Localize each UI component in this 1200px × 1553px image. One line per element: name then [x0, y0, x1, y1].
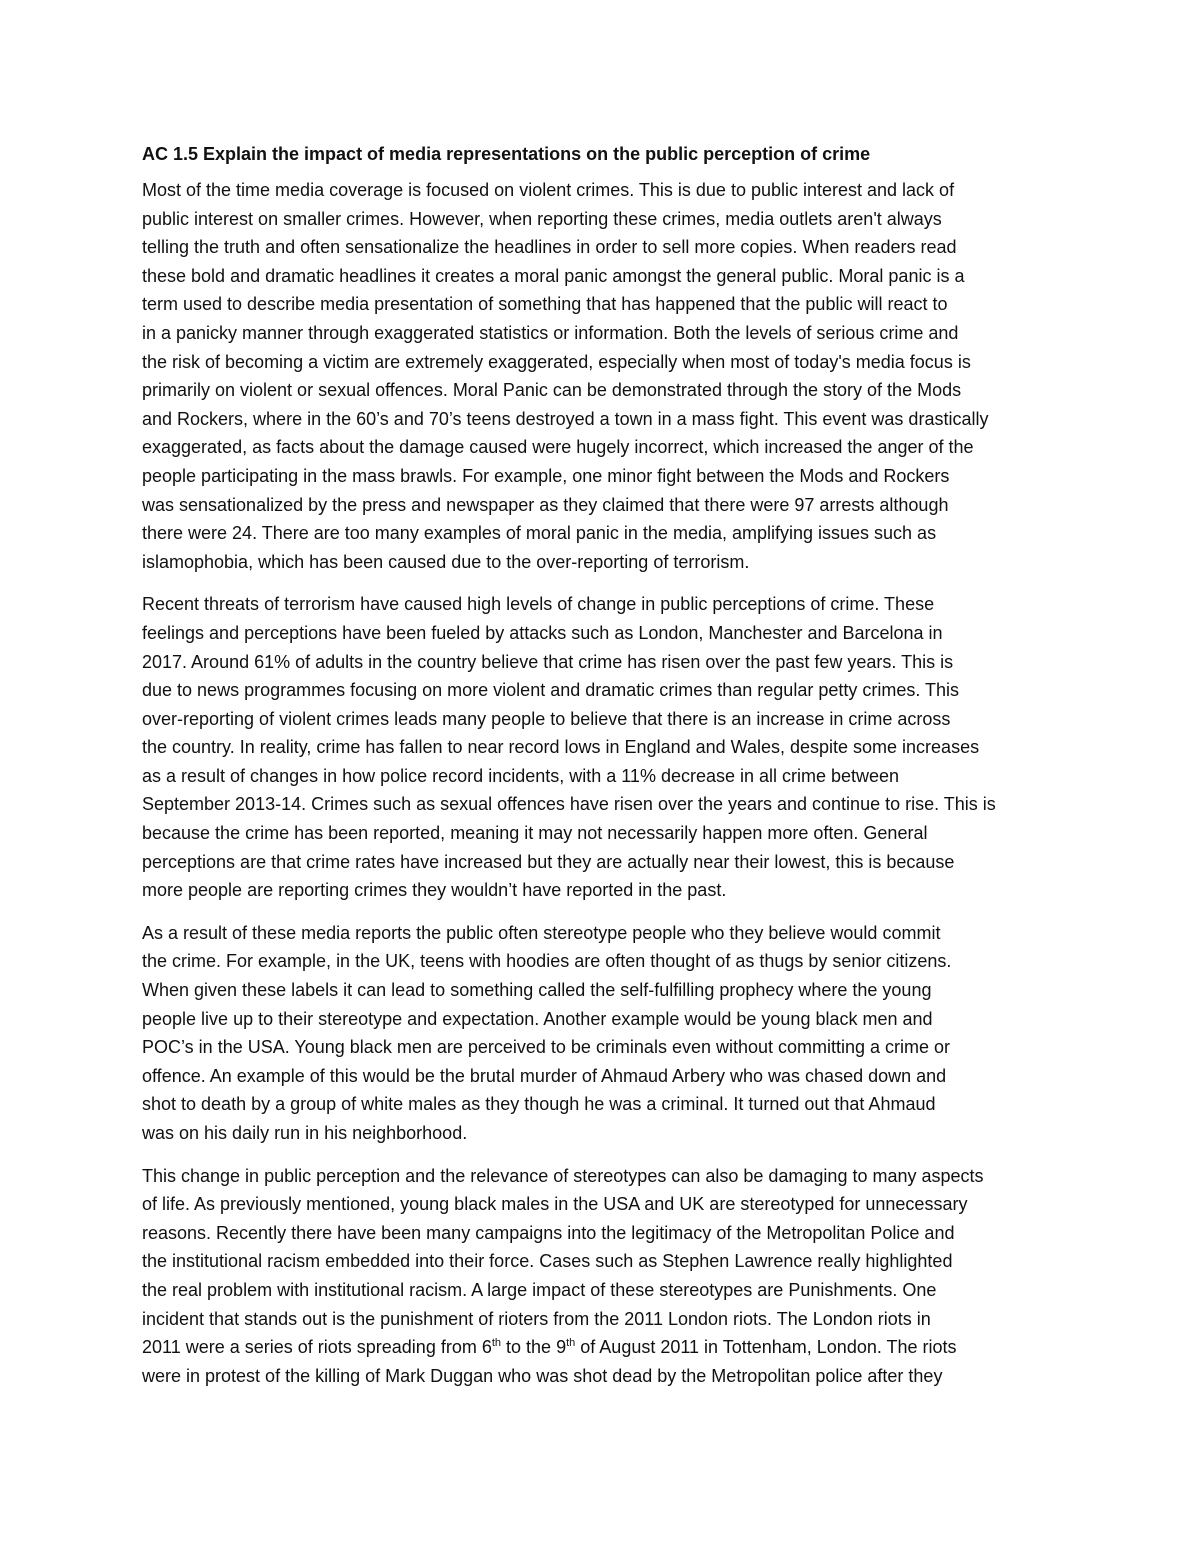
- line-segment: to the 9: [501, 1337, 567, 1358]
- paragraph-line: islamophobia, which has been caused due to the over-reporting of terrorism.: [142, 551, 750, 572]
- document-title: AC 1.5 Explain the impact of media representations on the public perception of crime: [142, 144, 871, 164]
- paragraph-damaging-perception: [142, 1162, 1062, 1391]
- paragraph-line: more people are reporting crimes they wouldn’t have reported in the past.: [142, 880, 727, 901]
- paragraph-line: feelings and perceptions have been fueled by attacks such as London, Manchester and Barcelona in: [142, 622, 943, 643]
- superscript: th: [566, 1337, 576, 1350]
- paragraph-line: was sensationalized by the press and newspaper as they claimed that there were 97 arrests although: [142, 494, 949, 515]
- paragraph-line: September 2013-14. Crimes such as sexual offences have risen over the years and continue to rise. This is: [142, 794, 996, 815]
- paragraph-line: the risk of becoming a victim are extremely exaggerated, especially when most of today's media focus is: [142, 351, 971, 372]
- paragraph-line: When given these labels it can lead to something called the self-fulfilling prophecy where the young: [142, 980, 932, 1001]
- paragraph-terrorism-perception: [142, 590, 1062, 905]
- paragraph-line: shot to death by a group of white males as they though he was a criminal. It turned out that Ahmaud: [142, 1094, 936, 1115]
- paragraph-line: perceptions are that crime rates have increased but they are actually near their lowest, this is because: [142, 851, 955, 872]
- line-segment: of August 2011 in Tottenham, London. The riots: [575, 1337, 957, 1358]
- paragraph-line: and Rockers, where in the 60’s and 70’s teens destroyed a town in a mass fight. This event was drastically: [142, 408, 989, 429]
- paragraph-line: the real problem with institutional racism. A large impact of these stereotypes are Punishments. One: [142, 1279, 937, 1300]
- paragraph-line: over-reporting of violent crimes leads many people to believe that there is an increase in crime across: [142, 708, 951, 729]
- paragraph-line: exaggerated, as facts about the damage caused were hugely incorrect, which increased the anger of the: [142, 437, 974, 458]
- paragraph-line: Recent threats of terrorism have caused high levels of change in public perceptions of crime. These: [142, 594, 935, 615]
- paragraph-line: people participating in the mass brawls. For example, one minor fight between the Mods and Rockers: [142, 465, 950, 486]
- paragraph-media-coverage: [142, 176, 1062, 576]
- paragraph-line: reasons. Recently there have been many campaigns into the legitimacy of the Metropolitan Police and: [142, 1222, 955, 1243]
- paragraph-line: offence. An example of this would be the brutal murder of Ahmaud Arbery who was chased down and: [142, 1065, 947, 1086]
- paragraph-line: in a panicky manner through exaggerated statistics or information. Both the levels of serious crime and: [142, 322, 959, 343]
- paragraph-line: telling the truth and often sensationalize the headlines in order to sell more copies. When readers read: [142, 237, 957, 258]
- paragraph-line: due to news programmes focusing on more violent and dramatic crimes than regular petty crimes. This: [142, 680, 960, 701]
- paragraph-line: public interest on smaller crimes. However, when reporting these crimes, media outlets aren't always: [142, 208, 942, 229]
- paragraph-line: the country. In reality, crime has fallen to near record lows in England and Wales, despite some increases: [142, 737, 980, 758]
- paragraph-line: these bold and dramatic headlines it creates a moral panic amongst the general public. Moral panic is a: [142, 265, 965, 286]
- paragraph-line: [142, 1333, 1062, 1362]
- paragraph-line: POC’s in the USA. Young black men are perceived to be criminals even without committing a crime or: [142, 1037, 951, 1058]
- paragraph-stereotypes: [142, 919, 1062, 1148]
- paragraph-line: of life. As previously mentioned, young black males in the USA and UK are stereotyped for unnecessary: [142, 1194, 968, 1215]
- paragraph-line: This change in public perception and the relevance of stereotypes can also be damaging to many aspects: [142, 1165, 984, 1186]
- paragraph-line: was on his daily run in his neighborhood.: [142, 1123, 468, 1143]
- line-segment: 2011 were a series of riots spreading from 6: [142, 1337, 492, 1358]
- paragraph-line: as a result of changes in how police record incidents, with a 11% decrease in all crime between: [142, 765, 900, 786]
- paragraph-line: the institutional racism embedded into their force. Cases such as Stephen Lawrence really highlighted: [142, 1251, 953, 1272]
- document-page: [142, 140, 1062, 1404]
- paragraph-line: the crime. For example, in the UK, teens with hoodies are often thought of as thugs by senior citizens.: [142, 951, 952, 972]
- paragraph-line: term used to describe media presentation of something that has happened that the public will react to: [142, 294, 948, 315]
- paragraph-line: 2017. Around 61% of adults in the country believe that crime has risen over the past few years. This is: [142, 651, 954, 672]
- paragraph-line: were in protest of the killing of Mark Duggan who was shot dead by the Metropolitan police after they: [142, 1365, 943, 1386]
- paragraph-line: there were 24. There are too many examples of moral panic in the media, amplifying issues such as: [142, 523, 937, 544]
- paragraph-line: incident that stands out is the punishment of rioters from the 2011 London riots. The London riots in: [142, 1308, 931, 1329]
- paragraph-line: Most of the time media coverage is focused on violent crimes. This is due to public interest and lack of: [142, 180, 955, 200]
- paragraph-line: people live up to their stereotype and expectation. Another example would be young black men and: [142, 1008, 933, 1029]
- paragraph-line: As a result of these media reports the public often stereotype people who they believe would commit: [142, 922, 941, 943]
- paragraph-line: primarily on violent or sexual offences. Moral Panic can be demonstrated through the story of the Mods: [142, 380, 962, 401]
- paragraph-line: because the crime has been reported, meaning it may not necessarily happen more often. General: [142, 823, 928, 844]
- superscript: th: [491, 1337, 502, 1350]
